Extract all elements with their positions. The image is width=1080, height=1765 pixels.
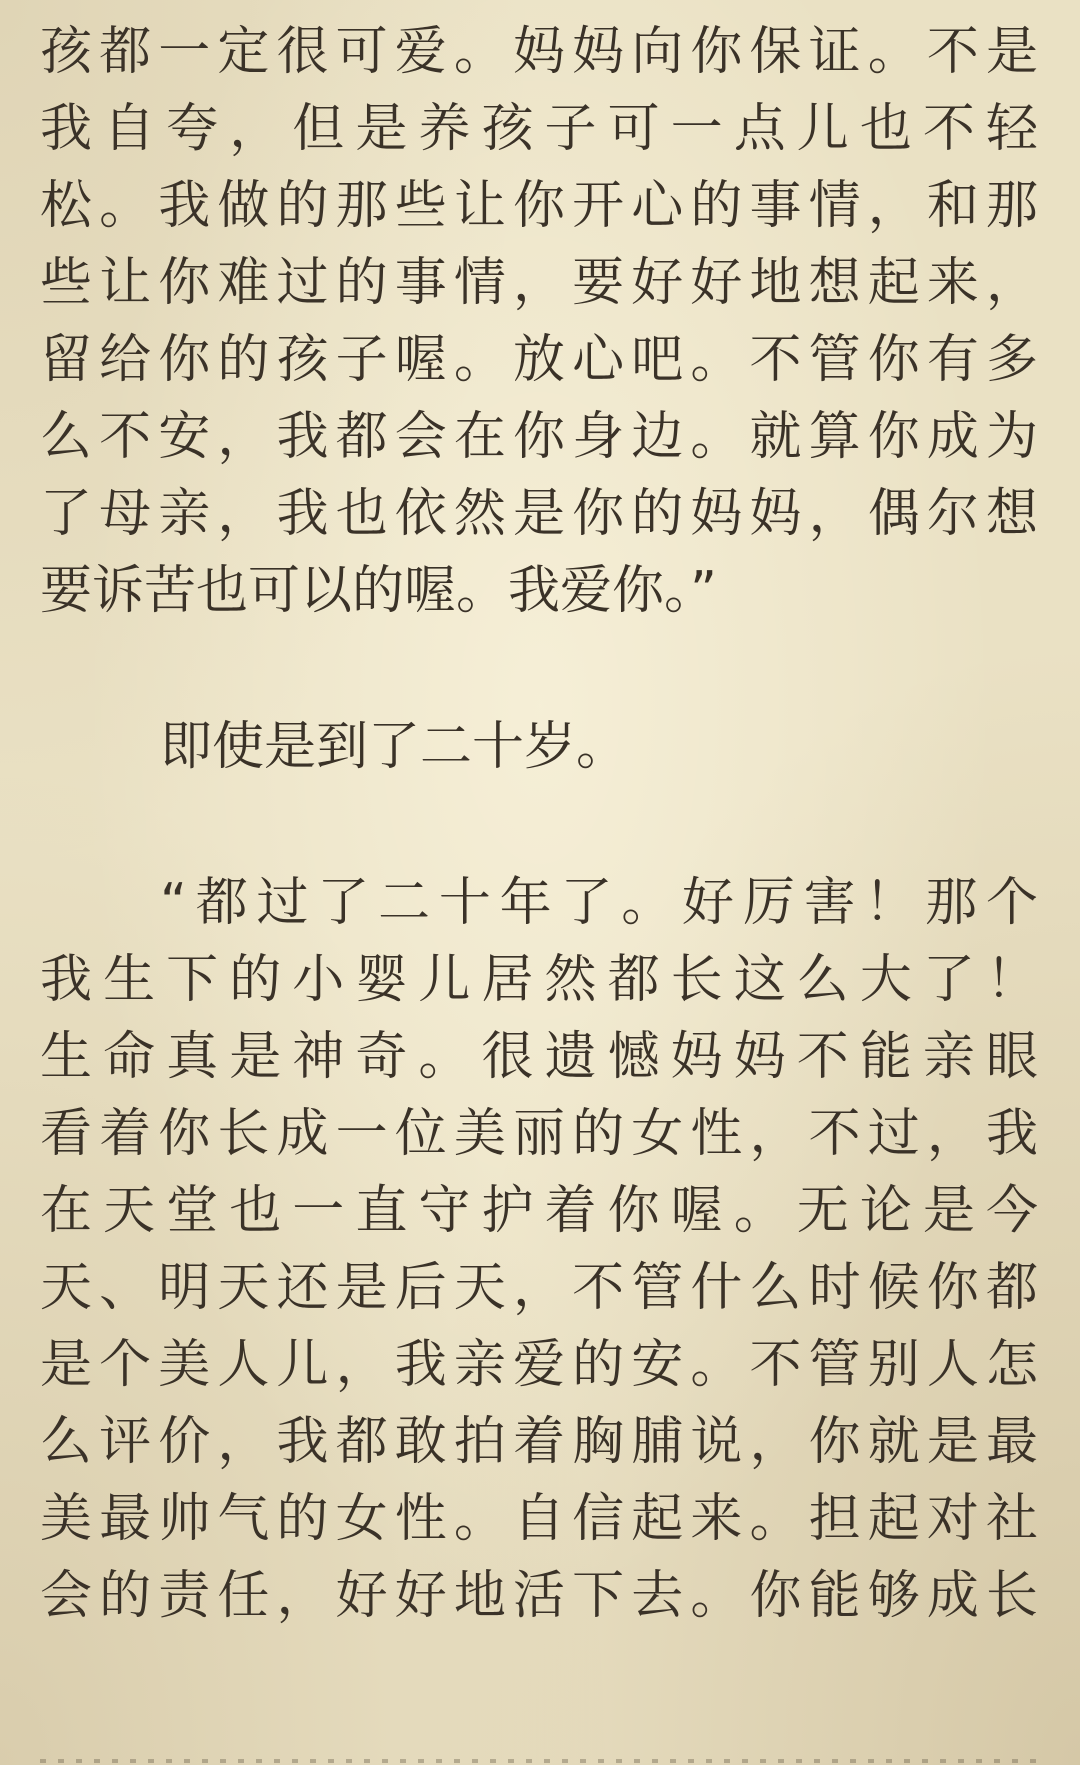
text-line: 即使是到了二十岁。 xyxy=(160,717,629,777)
text-line: 在天堂也一直守护着你喔。无论是今 xyxy=(40,1181,1038,1241)
text-line: 会的责任，好好地活下去。你能够成长 xyxy=(40,1566,1038,1626)
page-footer xyxy=(0,1757,1080,1765)
text-line: 生命真是神奇。很遗憾妈妈不能亲眼 xyxy=(40,1027,1038,1087)
text-line: 要诉苦也可以的喔。我爱你。” xyxy=(40,561,717,621)
paragraph xyxy=(40,865,1040,1635)
text-line: 天、明天还是后天，不管什么时候你都 xyxy=(40,1258,1038,1318)
paragraph xyxy=(40,14,1040,630)
text-line: 看着你长成一位美丽的女性，不过，我 xyxy=(40,1104,1038,1164)
paragraph-gap xyxy=(40,786,1040,865)
reader-page[interactable] xyxy=(40,0,1040,1635)
paragraph xyxy=(40,709,1040,786)
text-line: 是个美人儿，我亲爱的安。不管别人怎 xyxy=(40,1335,1038,1395)
text-line: 松。我做的那些让你开心的事情，和那 xyxy=(40,176,1038,236)
text-line: 我自夸，但是养孩子可一点儿也不轻 xyxy=(40,99,1038,159)
paragraph-gap xyxy=(40,630,1040,709)
text-line: 孩都一定很可爱。妈妈向你保证。不是 xyxy=(40,22,1038,82)
text-line: 些让你难过的事情，要好好地想起来， xyxy=(40,253,1038,313)
footer-decoration xyxy=(40,1759,1040,1763)
text-line: 了母亲，我也依然是你的妈妈，偶尔想 xyxy=(40,484,1038,544)
text-line: 么评价，我都敢拍着胸脯说，你就是最 xyxy=(40,1412,1038,1472)
text-line: 美最帅气的女性。自信起来。担起对社 xyxy=(40,1489,1038,1549)
text-line: 我生下的小婴儿居然都长这么大了！ xyxy=(40,950,1038,1010)
text-line: “都过了二十年了。好厉害！那个 xyxy=(160,873,1038,933)
text-line: 留给你的孩子喔。放心吧。不管你有多 xyxy=(40,330,1038,390)
text-line: 么不安，我都会在你身边。就算你成为 xyxy=(40,407,1038,467)
